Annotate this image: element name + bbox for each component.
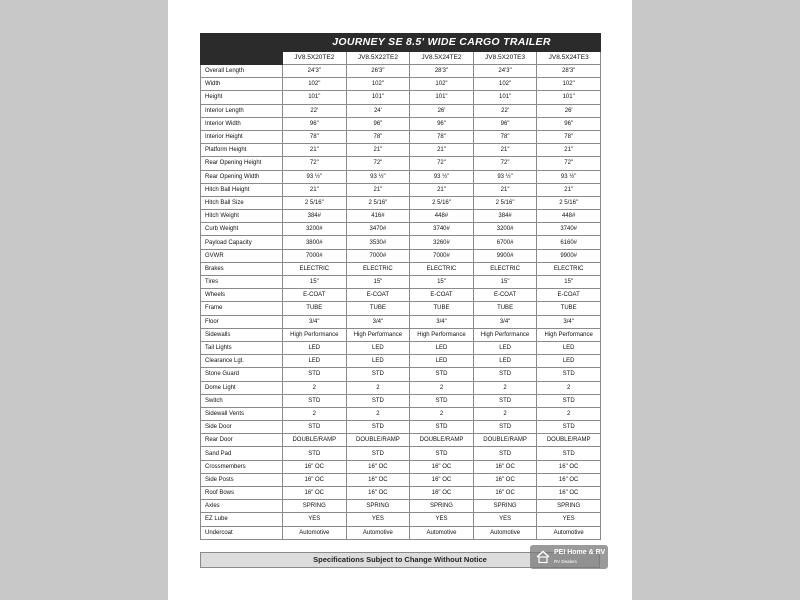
spec-value: STD <box>410 368 474 381</box>
spec-value: LED <box>346 341 410 354</box>
spec-value: 3200# <box>473 223 537 236</box>
table-row <box>201 487 601 500</box>
spec-label: Interior Height <box>201 130 283 143</box>
spec-value: 78" <box>537 130 601 143</box>
spec-value: SPRING <box>537 500 601 513</box>
table-row <box>201 341 601 354</box>
spec-value: STD <box>283 447 347 460</box>
spec-label: Sidewalls <box>201 328 283 341</box>
spec-value: LED <box>283 341 347 354</box>
spec-value: 22' <box>283 104 347 117</box>
spec-value: DOUBLE/RAMP <box>473 434 537 447</box>
spec-value: 21" <box>410 144 474 157</box>
spec-value: 2 5/16" <box>283 196 347 209</box>
spec-value: 102" <box>537 78 601 91</box>
spec-value: 22' <box>473 104 537 117</box>
table-row <box>201 500 601 513</box>
model-header: JV8.5X20TE2 <box>283 52 347 65</box>
spec-value: ELECTRIC <box>283 262 347 275</box>
watermark-name: PEI Home & RV <box>554 549 606 556</box>
spec-value: 7000# <box>346 249 410 262</box>
spec-value: ELECTRIC <box>473 262 537 275</box>
spec-value: 26' <box>537 104 601 117</box>
spec-value: 78" <box>410 130 474 143</box>
spec-value: 416# <box>346 210 410 223</box>
spec-value: 16" OC <box>537 487 601 500</box>
spec-value: STD <box>346 394 410 407</box>
spec-value: 78" <box>283 130 347 143</box>
spec-value: SPRING <box>346 500 410 513</box>
spec-value: High Performance <box>346 328 410 341</box>
spec-value: High Performance <box>473 328 537 341</box>
spec-value: 3/4" <box>410 315 474 328</box>
spec-value: 16" OC <box>473 460 537 473</box>
spec-value: 16" OC <box>537 473 601 486</box>
spec-label: Side Posts <box>201 473 283 486</box>
spec-value: 21" <box>473 183 537 196</box>
table-row <box>201 104 601 117</box>
spec-value: 93 ½" <box>473 170 537 183</box>
spec-value: 101" <box>537 91 601 104</box>
spec-value: 78" <box>473 130 537 143</box>
table-row <box>201 91 601 104</box>
spec-value: 15" <box>410 276 474 289</box>
spec-value: 2 <box>537 381 601 394</box>
spec-value: 93 ½" <box>346 170 410 183</box>
spec-label: Interior Width <box>201 117 283 130</box>
spec-value: 96" <box>537 117 601 130</box>
spec-value: STD <box>346 368 410 381</box>
spec-value: 3/4" <box>283 315 347 328</box>
spec-value: STD <box>537 447 601 460</box>
spec-value: 28'3" <box>410 65 474 78</box>
spec-value: 21" <box>346 144 410 157</box>
spec-value: YES <box>410 513 474 526</box>
spec-value: 2 5/16" <box>537 196 601 209</box>
spec-value: Automotive <box>410 526 474 539</box>
spec-value: 7000# <box>283 249 347 262</box>
spec-value: 16" OC <box>473 487 537 500</box>
table-row <box>201 381 601 394</box>
spec-label: Interior Length <box>201 104 283 117</box>
table-row <box>201 394 601 407</box>
spec-value: 93 ½" <box>537 170 601 183</box>
spec-value: 24'3" <box>473 65 537 78</box>
spec-body <box>201 65 601 540</box>
spec-value: LED <box>473 341 537 354</box>
spec-value: DOUBLE/RAMP <box>410 434 474 447</box>
spec-value: 16" OC <box>410 473 474 486</box>
spec-value: STD <box>537 421 601 434</box>
spec-value: ELECTRIC <box>410 262 474 275</box>
table-title: JOURNEY SE 8.5' WIDE CARGO TRAILER <box>283 34 601 52</box>
spec-value: STD <box>283 421 347 434</box>
spec-value: 3/4" <box>473 315 537 328</box>
watermark-subtitle: RV Dealers <box>554 559 577 564</box>
table-row <box>201 262 601 275</box>
spec-label: Switch <box>201 394 283 407</box>
spec-value: LED <box>346 355 410 368</box>
spec-value: 16" OC <box>410 460 474 473</box>
spec-value: 72" <box>537 157 601 170</box>
spec-value: 3200# <box>283 223 347 236</box>
spec-value: 15" <box>346 276 410 289</box>
spec-value: STD <box>410 447 474 460</box>
spec-value: ELECTRIC <box>346 262 410 275</box>
spec-value: SPRING <box>283 500 347 513</box>
model-header: JV8.5X20TE3 <box>473 52 537 65</box>
spec-label: Wheels <box>201 289 283 302</box>
spec-label: Crossmembers <box>201 460 283 473</box>
spec-label: Hitch Ball Size <box>201 196 283 209</box>
spec-value: 2 5/16" <box>346 196 410 209</box>
spec-value: 102" <box>346 78 410 91</box>
spec-value: 16" OC <box>283 487 347 500</box>
spec-value: High Performance <box>537 328 601 341</box>
spec-value: LED <box>410 341 474 354</box>
table-row <box>201 289 601 302</box>
spec-value: High Performance <box>410 328 474 341</box>
spec-label: Tires <box>201 276 283 289</box>
spec-value: TUBE <box>473 302 537 315</box>
spec-value: 384# <box>473 210 537 223</box>
spec-label: Stone Guard <box>201 368 283 381</box>
spec-value: STD <box>537 394 601 407</box>
spec-label: Clearance Lgt. <box>201 355 283 368</box>
spec-value: STD <box>283 394 347 407</box>
spec-label: Overall Length <box>201 65 283 78</box>
spec-value: 21" <box>283 144 347 157</box>
spec-value: 93 ½" <box>410 170 474 183</box>
spec-value: 3740# <box>537 223 601 236</box>
spec-value: 15" <box>473 276 537 289</box>
table-row <box>201 249 601 262</box>
spec-value: 3530# <box>346 236 410 249</box>
model-header: JV8.5X22TE2 <box>346 52 410 65</box>
spec-value: 9900# <box>473 249 537 262</box>
spec-value: 96" <box>283 117 347 130</box>
table-row <box>201 302 601 315</box>
spec-value: 21" <box>346 183 410 196</box>
spec-label: Brakes <box>201 262 283 275</box>
spec-value: High Performance <box>283 328 347 341</box>
spec-value: 6160# <box>537 236 601 249</box>
spec-value: 2 <box>283 381 347 394</box>
spec-value: 78" <box>346 130 410 143</box>
spec-value: 2 <box>537 407 601 420</box>
spec-value: E-COAT <box>283 289 347 302</box>
table-row <box>201 65 601 78</box>
spec-value: TUBE <box>346 302 410 315</box>
spec-value: 15" <box>537 276 601 289</box>
spec-label: Floor <box>201 315 283 328</box>
spec-value: STD <box>346 421 410 434</box>
spec-value: 3/4" <box>346 315 410 328</box>
table-row <box>201 170 601 183</box>
table-row <box>201 513 601 526</box>
table-row <box>201 210 601 223</box>
model-header: JV8.5X24TE2 <box>410 52 474 65</box>
spec-value: E-COAT <box>537 289 601 302</box>
spec-value: 72" <box>410 157 474 170</box>
spec-value: 448# <box>537 210 601 223</box>
spec-label: Payload Capacity <box>201 236 283 249</box>
spec-value: 96" <box>346 117 410 130</box>
spec-value: Automotive <box>346 526 410 539</box>
table-row <box>201 315 601 328</box>
table-row <box>201 355 601 368</box>
table-row <box>201 328 601 341</box>
spec-value: 3800# <box>283 236 347 249</box>
spec-value: 3/4" <box>537 315 601 328</box>
spec-value: 21" <box>537 144 601 157</box>
spec-value: 96" <box>473 117 537 130</box>
spec-value: LED <box>537 355 601 368</box>
spec-value: STD <box>473 421 537 434</box>
spec-value: 102" <box>283 78 347 91</box>
table-row <box>201 130 601 143</box>
spec-value: 7000# <box>410 249 474 262</box>
spec-value: STD <box>537 368 601 381</box>
spec-value: 16" OC <box>346 460 410 473</box>
spec-label: Height <box>201 91 283 104</box>
table-row <box>201 223 601 236</box>
spec-value: 9900# <box>537 249 601 262</box>
spec-value: SPRING <box>410 500 474 513</box>
spec-value: Automotive <box>473 526 537 539</box>
spec-label: Dome Light <box>201 381 283 394</box>
spec-value: 96" <box>410 117 474 130</box>
model-header: JV8.5X24TE3 <box>537 52 601 65</box>
spec-value: 21" <box>410 183 474 196</box>
spec-value: 2 <box>346 407 410 420</box>
spec-value: 15" <box>283 276 347 289</box>
spec-value: 16" OC <box>473 473 537 486</box>
spec-label: Axles <box>201 500 283 513</box>
spec-label: Width <box>201 78 283 91</box>
table-row <box>201 407 601 420</box>
table-row <box>201 421 601 434</box>
spec-value: 21" <box>537 183 601 196</box>
spec-value: 16" OC <box>537 460 601 473</box>
spec-label: Roof Bows <box>201 487 283 500</box>
spec-label: Sidewall Vents <box>201 407 283 420</box>
spec-value: 2 5/16" <box>473 196 537 209</box>
spec-value: YES <box>283 513 347 526</box>
spec-value: E-COAT <box>346 289 410 302</box>
spec-value: 3470# <box>346 223 410 236</box>
spec-value: 26' <box>410 104 474 117</box>
spec-label: GVWR <box>201 249 283 262</box>
spec-value: TUBE <box>410 302 474 315</box>
spec-value: DOUBLE/RAMP <box>537 434 601 447</box>
spec-value: 2 <box>410 407 474 420</box>
spec-value: DOUBLE/RAMP <box>283 434 347 447</box>
spec-value: 101" <box>283 91 347 104</box>
table-row <box>201 196 601 209</box>
spec-label: Sand Pad <box>201 447 283 460</box>
spec-value: 2 <box>346 381 410 394</box>
spec-value: 6700# <box>473 236 537 249</box>
spec-value: STD <box>283 368 347 381</box>
spec-value: 16" OC <box>346 487 410 500</box>
spec-value: 2 <box>473 381 537 394</box>
spec-value: 72" <box>283 157 347 170</box>
spec-value: LED <box>283 355 347 368</box>
spec-table <box>200 33 601 540</box>
spec-label: Tail Lights <box>201 341 283 354</box>
spec-value: 101" <box>473 91 537 104</box>
spec-value: 16" OC <box>283 460 347 473</box>
spec-label: Curb Weight <box>201 223 283 236</box>
spec-label: Hitch Ball Height <box>201 183 283 196</box>
spec-value: 21" <box>473 144 537 157</box>
spec-value: DOUBLE/RAMP <box>346 434 410 447</box>
table-row <box>201 78 601 91</box>
table-row <box>201 144 601 157</box>
table-row <box>201 526 601 539</box>
spec-value: 16" OC <box>283 473 347 486</box>
spec-value: 93 ½" <box>283 170 347 183</box>
spec-value: Automotive <box>283 526 347 539</box>
spec-value: TUBE <box>283 302 347 315</box>
table-row <box>201 368 601 381</box>
table-row <box>201 434 601 447</box>
spec-value: 26'3" <box>346 65 410 78</box>
table-row <box>201 236 601 249</box>
table-row <box>201 157 601 170</box>
spec-value: Automotive <box>537 526 601 539</box>
spec-value: 3260# <box>410 236 474 249</box>
spec-value: YES <box>473 513 537 526</box>
table-row <box>201 447 601 460</box>
table-row <box>201 460 601 473</box>
spec-label: Platform Height <box>201 144 283 157</box>
spec-value: 2 <box>283 407 347 420</box>
spec-value: 101" <box>410 91 474 104</box>
spec-value: 72" <box>473 157 537 170</box>
spec-value: STD <box>473 394 537 407</box>
table-row <box>201 276 601 289</box>
spec-value: LED <box>473 355 537 368</box>
spec-value: STD <box>473 368 537 381</box>
spec-value: 28'3" <box>537 65 601 78</box>
table-row <box>201 117 601 130</box>
spec-value: 24' <box>346 104 410 117</box>
spec-value: 3740# <box>410 223 474 236</box>
header-corner <box>201 34 283 65</box>
table-row <box>201 473 601 486</box>
spec-label: Undercoat <box>201 526 283 539</box>
spec-value: E-COAT <box>473 289 537 302</box>
spec-label: Rear Door <box>201 434 283 447</box>
spec-value: LED <box>410 355 474 368</box>
spec-value: E-COAT <box>410 289 474 302</box>
spec-value: 102" <box>473 78 537 91</box>
spec-label: Hitch Weight <box>201 210 283 223</box>
house-logo-icon <box>536 550 550 564</box>
spec-value: 16" OC <box>346 473 410 486</box>
spec-value: 72" <box>346 157 410 170</box>
spec-value: 102" <box>410 78 474 91</box>
spec-value: 448# <box>410 210 474 223</box>
spec-value: LED <box>537 341 601 354</box>
title-row <box>201 34 601 52</box>
spec-value: 2 <box>410 381 474 394</box>
spec-value: 384# <box>283 210 347 223</box>
spec-label: Rear Opening Width <box>201 170 283 183</box>
spec-value: TUBE <box>537 302 601 315</box>
spec-value: SPRING <box>473 500 537 513</box>
spec-value: YES <box>537 513 601 526</box>
spec-label: Rear Opening Height <box>201 157 283 170</box>
spec-value: 16" OC <box>410 487 474 500</box>
spec-label: Frame <box>201 302 283 315</box>
spec-value: STD <box>410 394 474 407</box>
spec-value: 2 5/16" <box>410 196 474 209</box>
spec-value: 2 <box>473 407 537 420</box>
spec-value: 24'3" <box>283 65 347 78</box>
table-row <box>201 183 601 196</box>
spec-value: STD <box>410 421 474 434</box>
spec-label: Side Door <box>201 421 283 434</box>
spec-value: YES <box>346 513 410 526</box>
spec-value: 101" <box>346 91 410 104</box>
spec-label: EZ Lube <box>201 513 283 526</box>
spec-value: STD <box>346 447 410 460</box>
spec-value: 21" <box>283 183 347 196</box>
footer-note: Specifications Subject to Change Without Notice <box>200 552 600 568</box>
spec-value: ELECTRIC <box>537 262 601 275</box>
spec-value: STD <box>473 447 537 460</box>
dealer-watermark <box>530 545 608 569</box>
